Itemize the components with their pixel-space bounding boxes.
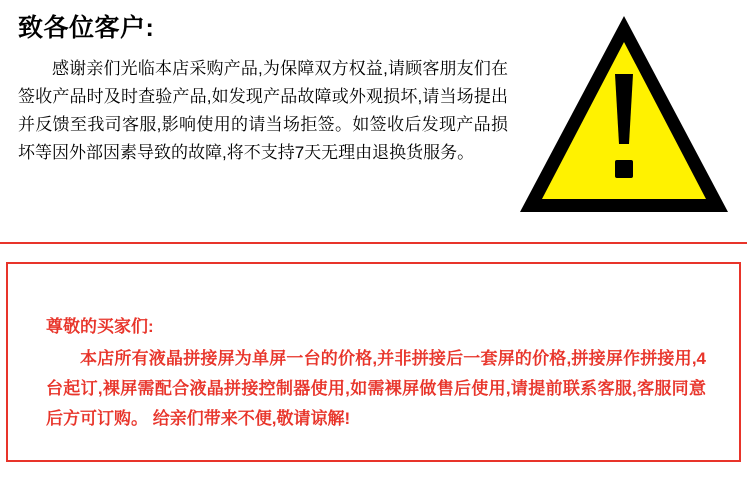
customer-notice-section xyxy=(0,0,747,240)
buyer-salutation: 尊敬的买家们: xyxy=(46,317,154,336)
section-divider xyxy=(0,242,747,244)
buyer-notice-body: 本店所有液晶拼接屏为单屏一台的价格,并非拼接后一套屏的价格,拼接屏作拼接用,4台起订,裸屏需配合液晶拼接控制器使用,如需裸屏做售后使用,请提前联系客服,客服同意后方可订购。 给亲们带来不便,敬请谅解! xyxy=(46,349,706,428)
page-title: 致各位客户: xyxy=(18,14,155,42)
customer-notice-body: 感谢亲们光临本店采购产品,为保障双方权益,请顾客朋友们在签收产品时及时查验产品,如发现产品故障或外观损坏,请当场提出并反馈至我司客服,影响使用的请当场拒签。如签收后发现产品损坏等因外部因素导致的故障,将不支持7天无理由退换货服务。 xyxy=(18,59,508,162)
warning-triangle-exclamation-icon xyxy=(516,12,732,217)
buyer-notice-section xyxy=(6,262,741,462)
